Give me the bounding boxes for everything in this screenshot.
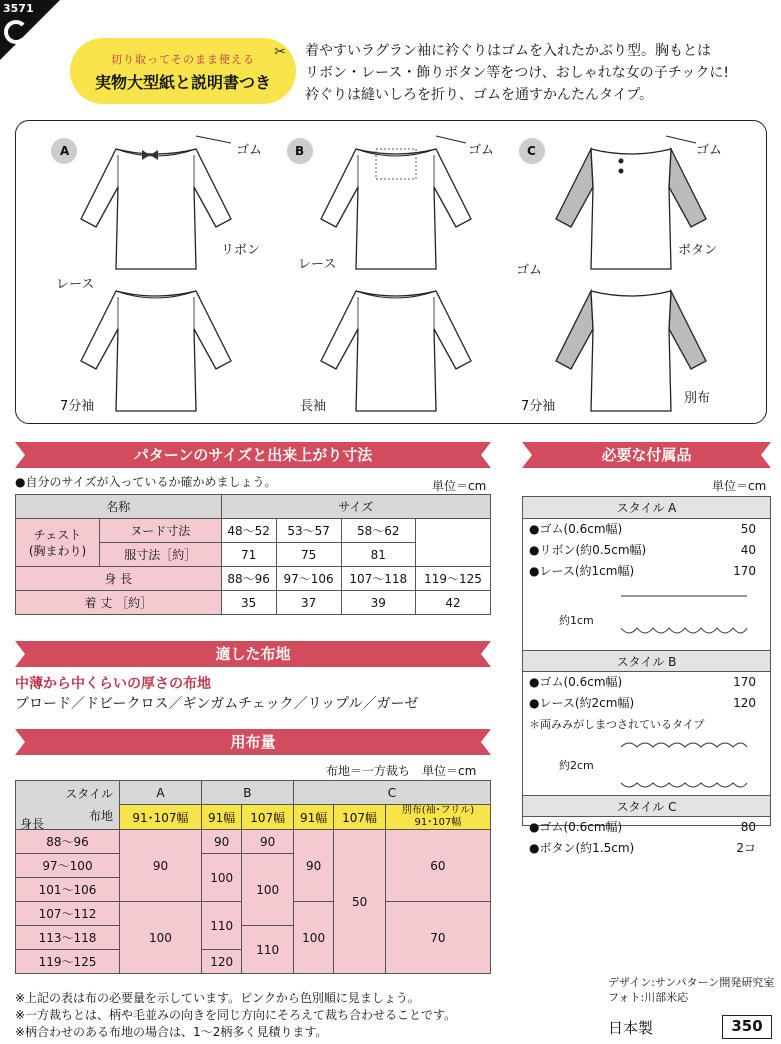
kitake-val: 35 [221, 591, 276, 615]
height-row: 107～112 [16, 902, 120, 926]
fabric-sub: 中薄から中くらいの厚さの布地 [15, 676, 211, 692]
kitake-val: 39 [341, 591, 415, 615]
size-unit: 単位＝cm [432, 479, 487, 493]
acc-head-b: スタイル B [523, 650, 770, 672]
label-nanabu-a: 7分袖 [60, 399, 95, 414]
cbetsu-val: 70 [385, 902, 490, 974]
a-val: 90 [120, 830, 202, 902]
c91-val: 90 [293, 830, 334, 902]
width-cbetsu-a: 別布(袖･フリル) [401, 805, 475, 816]
cbetsu-val: 60 [385, 830, 490, 902]
acc-item-label: ●ボタン(約1.5cm) [529, 841, 635, 855]
shincho-label: 身 長 [16, 567, 222, 591]
acc-item [523, 540, 770, 561]
acc-item-value: 50 [740, 522, 756, 536]
size-table [15, 494, 491, 615]
acc-item-label: ●レース(約1cm幅) [529, 564, 635, 578]
kitake-val: 37 [276, 591, 341, 615]
yardage-section-title: 用布量 [15, 729, 491, 755]
pattern-badge [70, 38, 296, 104]
badge-small-text: 切り取ってそのまま使える [111, 53, 255, 66]
credit-design: デザイン:サンパターン開発研究室 [608, 976, 775, 989]
intro-text [305, 40, 775, 106]
fuku-val: 71 [221, 543, 276, 567]
b91-val: 110 [201, 902, 242, 950]
c107-val: 50 [334, 830, 385, 974]
shincho-val: 97～106 [276, 567, 341, 591]
corner-header [16, 781, 120, 830]
empty-diag-cell [416, 519, 491, 567]
fuku-val: 75 [276, 543, 341, 567]
size-note: ●自分のサイズが入っているか確かめましょう。 [15, 475, 277, 489]
kitake-label: 着 丈 [84, 596, 113, 610]
label-gomu-b-hem: ゴム [516, 263, 543, 278]
width-cbetsu [385, 805, 490, 830]
pattern-number: 3571 [3, 2, 34, 15]
acc-item-label: ●レース(約2cm幅) [529, 696, 635, 710]
acc-item-label: ●ゴム(0.6cm幅) [529, 522, 623, 536]
style-label-a: A [60, 144, 70, 158]
b107-val: 100 [242, 854, 293, 926]
height-row: 97～100 [16, 854, 120, 878]
lace-a-figure [523, 582, 770, 650]
yardage-note: ※柄合わせのある布地の場合は、1～2柄多く見積ります。 [15, 1025, 328, 1039]
intro-line: 着やすいラグラン袖に衿ぐりはゴムを入れたかぶり型。胸もとは [305, 43, 711, 59]
acc-item-value: 80 [740, 820, 756, 834]
label-button: ボタン [678, 243, 718, 258]
acc-head-a: スタイル A [523, 497, 770, 519]
label-gomu-a: ゴム [236, 143, 263, 158]
nude-val: 58～62 [341, 519, 415, 543]
chest-sub-label: (胸まわり) [28, 543, 87, 558]
fuku-label: 服寸法［約］ [100, 543, 222, 567]
size-section-title: パターンのサイズと出来上がり寸法 [15, 442, 491, 468]
acc-item-label: ●ゴム(0.6cm幅) [529, 675, 623, 689]
lace-b-icon [619, 739, 749, 791]
acc-item [523, 519, 770, 540]
height-row: 119～125 [16, 950, 120, 974]
width-b107: 107幅 [242, 805, 293, 830]
style-c-header: C [293, 781, 490, 805]
acc-head-c: スタイル C [523, 795, 770, 817]
fabric-list: ブロード／ドビークロス／ギンガムチェック／リップル／ガーゼ [15, 696, 419, 712]
label-ribbon: リボン [221, 243, 261, 258]
acc-item [523, 561, 770, 582]
b91-val: 100 [201, 854, 242, 902]
style-a-top [81, 149, 231, 269]
acc-item-value: 170 [733, 564, 756, 578]
fabric-section-title: 適した布地 [15, 641, 491, 667]
intro-line: リボン・レース・飾りボタン等をつけ、おしゃれな女の子チックに! [305, 65, 729, 81]
lace-a-dim: 約1cm [559, 614, 594, 627]
nude-val: 48～52 [221, 519, 276, 543]
acc-item-label: ●ゴム(0.6cm幅) [529, 820, 623, 834]
b107-val: 90 [242, 830, 293, 854]
chest-cell [16, 519, 100, 567]
b107-val: 110 [242, 926, 293, 974]
accessories-unit: 単位＝cm [712, 479, 767, 493]
width-cbetsu-b: 91･107幅 [414, 817, 462, 828]
acc-note-b: ＊両みみがしまつされているタイプ [529, 718, 705, 731]
garment-illustrations [16, 121, 768, 425]
yardage-notes [15, 990, 456, 1041]
label-nanabu-c: 7分袖 [521, 399, 556, 414]
brand-logo-icon [4, 20, 28, 44]
acc-item [523, 817, 770, 838]
width-c91: 91幅 [293, 805, 334, 830]
style-label-c: C [527, 144, 536, 158]
height-row: 101～106 [16, 878, 120, 902]
b91-val: 120 [201, 950, 242, 974]
shincho-val: 107～118 [341, 567, 415, 591]
kitake-cell [16, 591, 222, 615]
header-size: サイズ [221, 495, 490, 519]
nude-val: 53～57 [276, 519, 341, 543]
style-a-header: A [120, 781, 202, 805]
acc-item [523, 838, 770, 859]
lace-b-dim: 約2cm [559, 759, 594, 772]
price-box: 350 [722, 1015, 772, 1039]
b91-val: 90 [201, 830, 242, 854]
kitake-val: 42 [416, 591, 491, 615]
a-val: 100 [120, 902, 202, 974]
acc-item [523, 672, 770, 693]
label-gomu-c: ゴム [696, 143, 723, 158]
nude-label: ヌード寸法 [100, 519, 222, 543]
button-icon [619, 169, 624, 174]
credits [608, 975, 774, 1005]
kitake-yaku: ［約］ [116, 596, 153, 610]
style-b-header: B [201, 781, 293, 805]
label-betsu: 別布 [684, 391, 711, 406]
label-lace-b: レース [298, 257, 337, 272]
yardage-note: ※上記の表は布の必要量を示しています。ピンクから色別順に見ましょう。 [15, 991, 420, 1005]
illustration-panel [15, 120, 767, 424]
acc-item-value: 120 [733, 696, 756, 710]
header-style: スタイル [65, 787, 113, 801]
style-b-bottom [321, 291, 471, 411]
style-label-b: B [295, 144, 305, 158]
yardage-unit: 布地＝一方裁ち 単位＝cm [326, 764, 477, 778]
height-row: 113～118 [16, 926, 120, 950]
acc-item-value: 2コ [736, 841, 756, 855]
intro-line: 衿ぐりは縫いしろを折り、ゴムを通すかんたんタイプ。 [305, 87, 654, 103]
scissors-icon: ✂ [274, 44, 286, 60]
acc-item [523, 693, 770, 714]
badge-big-text: 実物大型紙と説明書つき [94, 73, 271, 92]
made-in: 日本製 [608, 1019, 654, 1037]
width-a: 91･107幅 [120, 805, 202, 830]
shincho-val: 88～96 [221, 567, 276, 591]
acc-item-value: 170 [733, 675, 756, 689]
shincho-val: 119～125 [416, 567, 491, 591]
chest-label: チェスト [33, 527, 82, 542]
button-icon [619, 159, 624, 164]
yardage-table [15, 780, 491, 974]
accessories-box [522, 496, 771, 855]
yardage-note: ※一方裁ちとは、柄や毛並みの向きを同じ方向にそろえて裁ち合わせることです。 [15, 1008, 457, 1022]
width-b91: 91幅 [201, 805, 242, 830]
width-c107: 107幅 [334, 805, 385, 830]
header-height: 身長 [20, 817, 45, 831]
style-a-bottom [81, 291, 231, 411]
c91-val: 100 [293, 902, 334, 974]
lace-b-figure [523, 735, 770, 795]
header-cloth: 布地 [88, 809, 113, 823]
header-name: 名称 [16, 495, 222, 519]
credit-photo: フォト:川部米応 [608, 991, 689, 1004]
label-nagasode: 長袖 [300, 399, 327, 414]
acc-item-label: ●リボン(約0.5cm幅) [529, 543, 647, 557]
label-lace-a: レース [56, 277, 95, 292]
label-gomu-b: ゴム [468, 143, 495, 158]
fuku-val: 81 [341, 543, 415, 567]
lace-a-icon [619, 590, 749, 640]
accessories-title: 必要な付属品 [522, 442, 771, 468]
acc-item-value: 40 [740, 543, 756, 557]
height-row: 88～96 [16, 830, 120, 854]
style-b-top [321, 149, 471, 269]
